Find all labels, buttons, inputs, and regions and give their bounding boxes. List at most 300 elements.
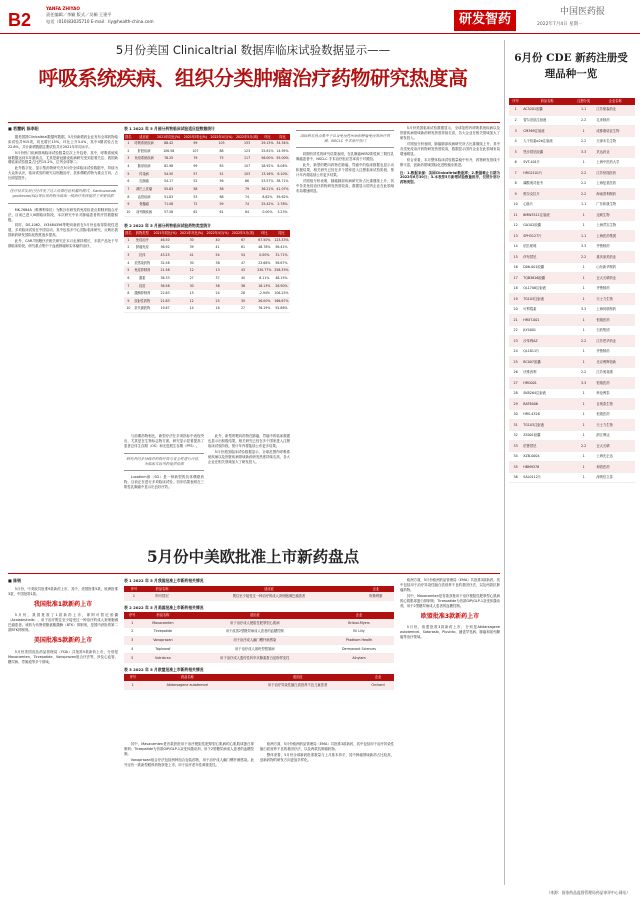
table-cell: 4 <box>124 259 133 267</box>
pull-quote: 国际研发热点集中于自身免疫性疾病和肿瘤免疫等治疗领域，NSCLC 手术治疗热门 <box>296 130 394 148</box>
table-header-cell: 环比 <box>260 134 275 141</box>
table-row <box>509 283 635 294</box>
table-cell: 166.67% <box>273 297 290 305</box>
table-cell: 肿瘤免疫 <box>133 244 152 252</box>
table-cell: 山东新华制药 <box>595 262 635 273</box>
table-cell: 正大天晴药业 <box>595 273 635 284</box>
table-cell: 36.92 <box>152 244 179 252</box>
table-cell: 肺部疾病 <box>133 163 155 171</box>
table-row <box>509 472 635 483</box>
article-title: 呼吸系统疾病、组织分类肿瘤治疗药物研究热度高 <box>38 66 468 90</box>
table-cell: 免疫抑制剂 <box>133 267 152 275</box>
table-cell: 疫苗 <box>133 282 152 290</box>
table-cell: 上海先正达 <box>595 451 635 462</box>
table-cell: 天士力生物 <box>595 294 635 305</box>
paragraph: 对照组分析表明，肺癌肺部疾病研究所占比重继续上升，其中各类免疫治疗药物研发热度较高，数据显示国内企业在此领域布局增速明显。 <box>400 141 500 156</box>
table-cell: 6 <box>124 274 133 282</box>
article-2-col-2 <box>124 742 254 883</box>
table-cell: 成都康诺亚生物 <box>595 126 635 137</box>
table-cell: 31 <box>509 420 522 431</box>
table-cell: 56.00% <box>260 155 275 163</box>
table-cell: 86 <box>234 178 260 186</box>
table-row <box>509 252 635 263</box>
table-cell: TG103注射液 <box>522 420 572 431</box>
table-cell: 48.78% <box>256 244 273 252</box>
editor-info <box>46 6 154 25</box>
table-cell: 2.2 <box>572 441 595 452</box>
table-cell: 106.58 <box>155 147 182 155</box>
table-cell: JLY4001 <box>522 325 572 336</box>
table-cell: 36.21% <box>260 185 275 193</box>
table-cell: 用于治疗成人梗阻性肥厚型心肌病 <box>186 619 324 627</box>
table-cell: 25.42% <box>260 201 275 209</box>
table-cell: 恒瑞医药 <box>595 378 635 389</box>
table-cell: 维奈克拉片 <box>522 189 572 200</box>
pull-quote: 医疗技术发展已经改变了过去依靠经验积累的模式，Sacituzumab govitecan(SG)等抗体药物为临床一线治疗选择提供了重要依据 <box>8 185 118 203</box>
table-header-cell: 药品名称 <box>144 586 180 593</box>
table-header-cell: 2021年环比(%) <box>183 134 207 139</box>
table-cell: 46.50 <box>152 237 179 244</box>
table-cell: 贝达药业 <box>595 147 635 158</box>
section-en: YANFA ZHIYAO <box>46 6 80 11</box>
table-cell: 1 <box>124 681 142 689</box>
table-cell: 10 <box>509 199 522 210</box>
table-cell: 恩沙替尼胶囊 <box>522 147 572 158</box>
table-cell: 4 <box>124 645 140 654</box>
table-cell: TQB3616胶囊 <box>522 273 572 284</box>
table-header-cell: 适应症 <box>233 674 362 681</box>
table-cell: 1 <box>572 294 595 305</box>
table-cell: 41.07% <box>275 185 290 193</box>
table-cell: 43 <box>230 267 256 275</box>
table-cell: 36.58 <box>152 282 179 290</box>
paragraph: 同期有效性的研究结果表明，在乳腺癌HER2阴性和三阴性乳腺癌患者中，NSCLC 手术治疗组应答率高于对照组。 <box>296 152 394 162</box>
paragraph: Luxatinm嵌（SG）是一种新型的抗体偶联药物，目前正在进行多项临床试验，初步结果表明在三阴性乳腺癌中显示出良好疗效。 <box>124 475 204 490</box>
paragraph: 此外，新型的靶向药物在肺癌、胃癌中的临床数据也显示出积极结果，相关研究已经在多个国家进入注册临床试验阶段，预计年内将陆续公布更多结果。 <box>296 163 394 178</box>
table-cell: 正大天晴 <box>595 441 635 452</box>
editors: 责任编辑／李颖 版式／吴桐 王建平 <box>46 12 112 18</box>
table-row <box>124 208 290 216</box>
table-cell: 2.2 <box>572 115 595 126</box>
table-cell: 27 <box>509 378 522 389</box>
table-cell: 11 <box>509 210 522 221</box>
table-cell: 5 <box>124 170 133 178</box>
table-cell: 76.19% <box>256 305 273 313</box>
table-cell: 用于治疗成人遗传性转甲状腺素蛋白淀粉样变性 <box>186 654 324 663</box>
table-row <box>124 178 290 186</box>
tables-block <box>124 126 290 431</box>
table-cell: 19 <box>509 294 522 305</box>
table-cell: 88 <box>209 147 234 155</box>
table-cell: 26 <box>509 367 522 378</box>
table-row <box>509 441 635 452</box>
table-row <box>124 201 290 209</box>
article-2-title: 5月份中美欧批准上市新药盘点 <box>146 547 360 566</box>
table-cell: 74 <box>234 201 260 209</box>
table-cell: 6 <box>509 157 522 168</box>
table-row <box>124 185 290 193</box>
table-cell: 123.33% <box>273 237 290 244</box>
table-cell: 48.15% <box>273 274 290 282</box>
table-cell: 75 <box>209 155 234 163</box>
table-cell: AC5201胶囊 <box>522 105 572 116</box>
table-cell: 26.90% <box>273 282 290 290</box>
table-row <box>509 420 635 431</box>
paragraph: 其中，Mavacamten是首款获批用于治疗梗阻性肥厚型心肌病的心肌肌球蛋白抑制剂；Tirzepatide为首款GIP/GLP-1双受体激动剂，用于2型糖尿病成人患者的血糖控制。 <box>124 742 254 756</box>
table-cell: 68 <box>209 193 234 201</box>
table-cell: SKB264注射液 <box>522 388 572 399</box>
table-cell: 1 <box>572 472 595 483</box>
table-cell: 8 <box>509 178 522 189</box>
table-cell: 免疫系统疾病 <box>133 155 155 163</box>
table-header-cell: 序号 <box>124 586 144 593</box>
table-cell: Mavacamten <box>140 619 185 627</box>
table-cell: 99 <box>182 140 209 147</box>
table-row <box>509 325 635 336</box>
table-cell: 15 <box>509 252 522 263</box>
paragraph: 此外，CAR-T细胞疗法相关研究在本月也保持增长，多款产品处于早期临床阶段，研究重点集中于血液肿瘤和实体瘤的治疗。 <box>8 239 118 249</box>
table-row <box>509 388 635 399</box>
table-row <box>509 115 635 126</box>
table-row <box>124 282 290 290</box>
table-cell: Eli Lilly <box>324 627 394 636</box>
table-cell: SAL0112片 <box>522 472 572 483</box>
table-cell: 1 <box>572 325 595 336</box>
paper-name: 中国医药报 <box>560 7 606 17</box>
table-cell: 2.2 <box>572 252 595 263</box>
table-cell: 百奥泰生物 <box>595 399 635 410</box>
divider <box>8 573 500 574</box>
table-cell: 1 <box>572 126 595 137</box>
table-cell: 64 <box>234 208 260 216</box>
table-4 <box>124 612 394 662</box>
table-row <box>124 627 394 636</box>
table-cell: 依匹哌唑 <box>522 241 572 252</box>
table-cell: 抗体 <box>133 251 152 259</box>
table-cell: 1 <box>124 237 133 244</box>
table-cell: 迈威生物 <box>595 210 635 221</box>
table-header-cell: 同比 <box>273 230 290 237</box>
paragraph: 5月份美国临床试验数据显示，全球范围内呼吸系统疾病以及肝脏疾病领域新药研发热度持续走高，各大企业在相关领域加大了研发投入。 <box>208 449 290 464</box>
table-cell: Tapinarof <box>140 645 185 654</box>
table-cell: 5 <box>124 654 140 663</box>
table-cell: 0.00% <box>260 208 275 216</box>
table-cell: ZS001胶囊 <box>522 430 572 441</box>
table-cell: 7 <box>509 168 522 179</box>
table-cell: 27 <box>178 274 205 282</box>
table-cell: 34 <box>509 451 522 462</box>
table-row <box>509 157 635 168</box>
table-cell: 35 <box>509 462 522 473</box>
table-row <box>509 304 635 315</box>
table-cell: 74 <box>234 193 260 201</box>
paragraph: 对照组分析表明，肺癌肺部疾病研究所占比重继续上升，其中各类免疫治疗药物研发热度较高，数据显示国内企业在此领域布局增速明显。 <box>296 179 394 193</box>
table-header-cell: 适应症 <box>180 586 358 593</box>
table-row <box>509 399 635 410</box>
table-cell: 23.68% <box>256 259 273 267</box>
table-cell: 1 <box>124 140 133 147</box>
table-cell: BC007胶囊 <box>522 357 572 368</box>
article-col-5 <box>400 126 500 538</box>
paragraph: 综合来看，本月整体临床试验数量稳中有升，药物研发管线不断丰富，创新药领域国际化进程稳步推进。 <box>400 157 500 167</box>
table-row <box>509 336 635 347</box>
table-cell: 10 <box>124 305 133 313</box>
table-cell: 29 <box>509 399 522 410</box>
table-row <box>509 367 635 378</box>
table-cell: 8 <box>124 290 133 298</box>
table-cell: 江苏奥赛康 <box>595 367 635 378</box>
table-cell: 磷酸奥司他韦 <box>522 178 572 189</box>
table-cell: 礼来制药 <box>595 115 635 126</box>
table-cell: HBM9378 <box>522 462 572 473</box>
table-cell: 1 <box>572 430 595 441</box>
table-cell: 1 <box>572 210 595 221</box>
table-cell: 16 <box>509 262 522 273</box>
paragraph: 整体来看，5月份全球新药批准数量与上月基本持平，其中肿瘤领域新药占比较高，创新药物的研发方向更加多样化。 <box>260 752 394 762</box>
table-row <box>509 147 635 158</box>
table-row <box>124 274 290 282</box>
table-cell: 抗代谢药物 <box>133 305 152 313</box>
subheading: 欧盟批准3款新药上市 <box>420 612 480 620</box>
table-cell: 2 <box>124 244 133 252</box>
table-cell: 13 <box>205 267 230 275</box>
table-4-title: 表 2 2022 年 5 月美国批准上市新药相关情况 <box>124 604 204 610</box>
table-cell: 10 <box>124 208 133 216</box>
paragraph: 5月份，中美欧共批准9款新药上市，其中，美国批准5款，欧洲批准3款，中国批准1款。 <box>8 586 118 596</box>
table-cell: 47 <box>230 259 256 267</box>
section-code: B2 <box>8 10 32 30</box>
table-row <box>124 259 290 267</box>
table-cell: 123 <box>234 147 260 155</box>
table-cell: HRXT-001 <box>522 315 572 326</box>
table-cell: 9 <box>509 189 522 200</box>
table-cell: 54 <box>230 251 256 259</box>
table-cell: 53 <box>182 193 209 201</box>
table-cell: 30 <box>230 297 256 305</box>
paragraph: 5月份，欧盟批准3款新药上市，分别是Atidarsagene autotemcel、Sotorasib、Pluvicto，涵盖罕见病、肺癌和前列腺癌等治疗领域。 <box>400 625 500 640</box>
table-cell: 阿斯利康 <box>358 592 394 600</box>
table-cell: 258.33% <box>273 267 290 275</box>
table-cell: 39.62% <box>275 193 290 201</box>
table-cell: 28 <box>230 290 256 298</box>
table-cell: 2.2 <box>572 189 595 200</box>
table-cell: 上海同联制药 <box>595 304 635 315</box>
table-cell: 用于改善2型糖尿病成人患者的血糖控制 <box>186 627 324 636</box>
table-header-cell: 注册分类 <box>572 98 595 105</box>
table-cell: SVT-401片 <box>522 157 572 168</box>
table-row <box>509 346 635 357</box>
table-cell: 17 <box>509 273 522 284</box>
table-cell: 14 <box>178 305 205 313</box>
table-cell: 92.86% <box>273 305 290 313</box>
table-row <box>124 193 290 201</box>
table-cell: 21 <box>509 315 522 326</box>
table-cell: 107 <box>234 163 260 171</box>
table-cell: 3.23% <box>275 208 290 216</box>
article-2-col-1 <box>8 578 118 883</box>
table-cell: 和铂医药 <box>595 462 635 473</box>
table-cell: 1 <box>572 420 595 431</box>
table-cell: 可利霉素 <box>522 304 572 315</box>
table-row <box>509 199 635 210</box>
table-cell: 230.77% <box>256 267 273 275</box>
table-cell: 上海君实生物 <box>595 220 635 231</box>
caption: 注：1.数据来源：美国Clinicaltrial数据库；2.数据截止日期为2022年6月30日；3.本表按5月新增试验数量排序，仅统计部分药物类型。 <box>400 170 500 185</box>
table-row <box>124 297 290 305</box>
table-cell: 53.57% <box>260 178 275 186</box>
table-cell: 24 <box>509 346 522 357</box>
table-cell: 79 <box>234 185 260 193</box>
table-cell: 25 <box>509 357 522 368</box>
table-cell: 9 <box>124 201 133 209</box>
table-cell: 3.3 <box>572 304 595 315</box>
page-header <box>0 0 640 34</box>
table-cell: 乳腺癌 <box>133 178 155 186</box>
table-cell: TG103注射液 <box>522 294 572 305</box>
table-header-cell: 企业 <box>362 674 394 681</box>
table-cell: 1 <box>124 592 144 600</box>
table-cell: 25 <box>205 297 230 305</box>
table-cell: 1 <box>572 346 595 357</box>
table-cell: 6MW3511注射液 <box>522 210 572 221</box>
table-cell: 1 <box>572 262 595 273</box>
table-cell: 38 <box>230 282 256 290</box>
paragraph: MK-7684A（维博利单抗）为默沙东研发的免疫检查点抑制剂组合疗法，目前已进入III期临床阶段，本次研究中针对肺癌患者的疗效数据积极。 <box>8 207 118 222</box>
article-2-col-4 <box>400 578 500 883</box>
table-cell: 2.78% <box>275 201 290 209</box>
table-cell: Dermavant Sciences <box>324 645 394 654</box>
table-cell: 38 <box>205 259 230 267</box>
table-cell: 5 <box>509 147 522 158</box>
table-row <box>509 136 635 147</box>
table-cell: 江苏恩华药业 <box>595 336 635 347</box>
paragraph: 5月份，我国批准了1款新药上市，即阿可替尼胶囊（Acalabrutinib），用于治疗既往至少接受过一种治疗的成人套细胞淋巴瘤患者。该药为布鲁顿酪氨酸激酶（BTK）抑制剂，是国内获批的第二款BTK抑制剂。 <box>8 613 118 633</box>
table-row <box>124 155 290 163</box>
table-cell: Bristol-Myers <box>324 619 394 627</box>
table-row <box>124 654 394 663</box>
table-cell: 2.2 <box>572 336 595 347</box>
table-cell: 13 <box>509 231 522 242</box>
table-row <box>124 237 290 244</box>
table-cell: 3 <box>124 155 133 163</box>
table-header-cell: 2021年同比(%) <box>157 134 181 139</box>
table-cell: BAT8006 <box>522 399 572 410</box>
table-cell: Vonoprazan <box>140 636 185 645</box>
table-cell: 34.34% <box>275 140 290 147</box>
divider <box>504 40 505 885</box>
table-cell: 67 <box>230 237 256 244</box>
table-cell: 18 <box>509 283 522 294</box>
table-cell: 38.71% <box>275 178 290 186</box>
table-cell: 36 <box>509 472 522 483</box>
paragraph: 据美国国Clinicaltrial数据库数据，5月份新增药企业发布全球药物临床试验共915项，同比增长15%，环比上升3.4%，其中II期试验占比22.8%，共计新增数据注册试验共计2021年年同水平。 <box>8 134 118 149</box>
table-cell: 1 <box>572 220 595 231</box>
table-cell: 2 <box>124 627 140 636</box>
table-cell: 26.00% <box>256 297 273 305</box>
table-header-cell: 序号 <box>509 98 522 105</box>
article-kicker: 5月份美国 Clinicaltrial 数据库临床试验数据显示—— <box>115 43 391 57</box>
table-cell: 上海复星医药 <box>595 178 635 189</box>
paragraph: 5月份热门疾病领域临床试验数量位次上升趋势，其中，呼吸系统疾病数据达到本年最高点，尤其是新冠肺炎疾病研究受到显著关注；我国新增临床试验数量占比约15.2%，位列全球第二。 <box>8 150 118 165</box>
table-header-cell: 药品名称 <box>522 98 572 105</box>
sidebar-title: 6月份 CDE 新药注册受理品种一览 <box>514 52 628 81</box>
approval-tables <box>124 578 394 738</box>
table-cell: 88.42 <box>155 140 182 147</box>
table-cell: 32.58 <box>152 259 179 267</box>
table-cell: HRG2101片 <box>522 168 572 179</box>
table-cell: 30 <box>509 409 522 420</box>
divider <box>8 122 500 123</box>
table-cell: 1 <box>572 157 595 168</box>
table-row <box>509 273 635 284</box>
paragraph: 与前期药物相比，新型疗法在多项指标中表现突出，尤其是在生物标志物方面，研究显示显著提高了患者总体生存期（OS）和无进展生存期（PFS）。 <box>124 434 204 448</box>
table-cell: 37 <box>205 274 230 282</box>
table-3 <box>124 586 394 601</box>
article-2-col-3 <box>260 742 394 883</box>
table-cell: 2.2 <box>572 178 595 189</box>
table-row <box>124 305 290 313</box>
table-header-cell: 同比 <box>275 134 290 141</box>
table-cell: 41 <box>205 244 230 252</box>
table-cell: 重庆莱美药业 <box>595 252 635 263</box>
table-cell: 海南普利制药 <box>595 189 635 200</box>
table-cell: 27 <box>230 305 256 313</box>
table-cell: 33 <box>509 441 522 452</box>
table-cell: 3.3 <box>572 241 595 252</box>
table-header-cell: 排名 <box>125 231 132 236</box>
table-cell: 82.98 <box>155 163 182 171</box>
table-row <box>124 163 290 171</box>
table-cell: 106.25% <box>273 290 290 298</box>
table-cell: 57 <box>182 170 209 178</box>
table-cell: 16.13% <box>256 282 273 290</box>
table-header-cell: 药物类型 <box>133 230 152 237</box>
table-cell: 12 <box>509 220 522 231</box>
table-row <box>124 619 394 627</box>
table-cell: 23 <box>509 336 522 347</box>
table-cell: 石药集团 <box>595 325 635 336</box>
table-cell: 天士力生物 <box>595 420 635 431</box>
table-cell: 3 <box>124 636 140 645</box>
table-cell: 1 <box>509 105 522 116</box>
table-cell: 7 <box>124 282 133 290</box>
table-cell: 4 <box>124 163 133 171</box>
article-col-2 <box>124 434 204 538</box>
table-cell: 61 <box>230 244 256 252</box>
table-cell: 1 <box>572 273 595 284</box>
table-cell: 72 <box>182 201 209 209</box>
table-cell: 5 <box>124 267 133 275</box>
table-cell: 41 <box>178 251 205 259</box>
table-row <box>509 241 635 252</box>
table-cell: 16 <box>205 305 230 313</box>
table-cell: 133 <box>234 140 260 147</box>
table-cell: HRS-4326 <box>522 409 572 420</box>
table-row <box>509 126 635 137</box>
table-row <box>509 378 635 389</box>
table-cell: 抗感染药物 <box>133 259 152 267</box>
table-cell: 1 <box>572 409 595 420</box>
table-cell: 1 <box>572 357 595 368</box>
paragraph: 5月份美国临床试验数据显示，全球范围内呼吸系统疾病以及肝脏疾病领域新药研发热度持续走高，各大企业在相关领域加大了研发投入。 <box>400 126 500 140</box>
contact: 电话（010)83035710 E-mail：liy@health-china.com <box>46 18 154 24</box>
table-cell: 2.2 <box>572 136 595 147</box>
table-cell: 24 <box>205 290 230 298</box>
table-header-cell: 2021年环比(%) <box>180 231 204 236</box>
table-cell: 58 <box>182 185 209 193</box>
table-cell: 伏维西利 <box>522 367 572 378</box>
table-cell: 52 <box>182 178 209 186</box>
